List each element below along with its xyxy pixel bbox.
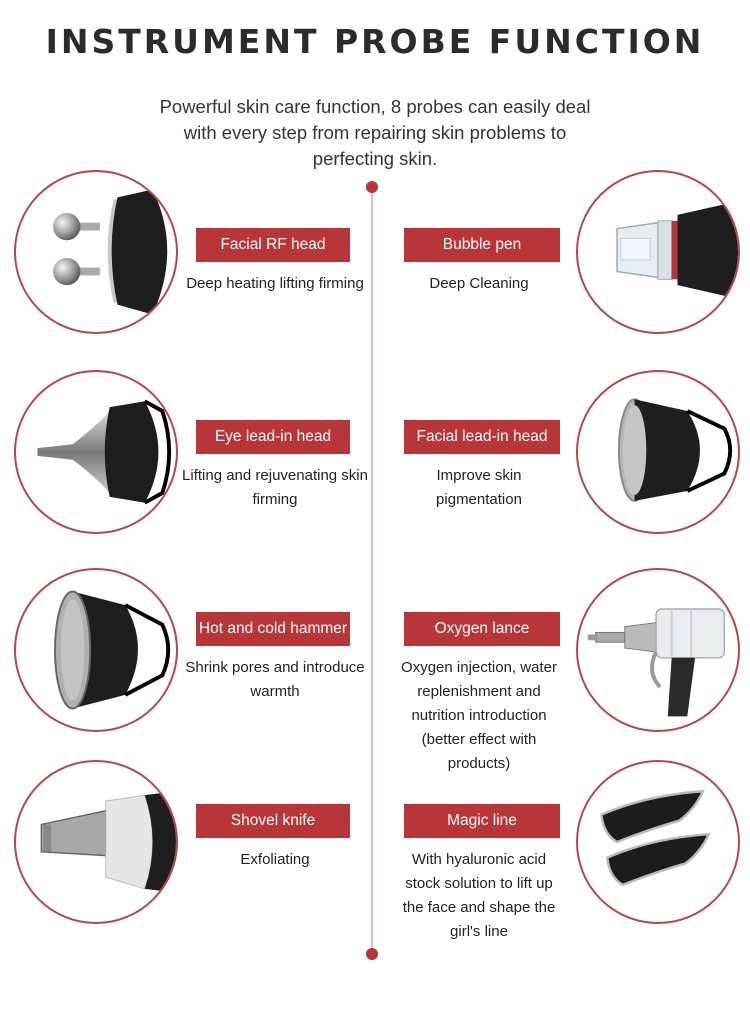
oxygen-lance-icon bbox=[576, 568, 740, 732]
probe-description: Exfoliating bbox=[240, 851, 310, 868]
magic-line-icon bbox=[576, 760, 740, 924]
rf-head-icon bbox=[14, 170, 178, 334]
shovel-knife-icon bbox=[14, 760, 178, 924]
divider-bottom-dot bbox=[366, 948, 378, 960]
probe-description: Oxygen injection, water replenishment and nutrition introduction (better effect with products) bbox=[401, 659, 557, 772]
hot-cold-hammer-icon bbox=[14, 568, 178, 732]
probe-label: Shovel knife bbox=[196, 804, 350, 838]
page-subtitle: Powerful skin care function, 8 probes can easily deal with every step from repairing skin problems to perfecting skin. bbox=[159, 96, 591, 169]
center-divider bbox=[371, 186, 373, 954]
probe-label: Facial RF head bbox=[196, 228, 350, 262]
probe-description: With hyaluronic acid stock solution to lift up the face and shape the girl's line bbox=[402, 851, 556, 940]
bubble-pen-icon bbox=[576, 170, 740, 334]
probe-label: Magic line bbox=[404, 804, 560, 838]
divider-top-dot bbox=[366, 181, 378, 193]
probe-label: Oxygen lance bbox=[404, 612, 560, 646]
probe-description: Deep Cleaning bbox=[429, 275, 529, 292]
probe-label: Facial lead-in head bbox=[404, 420, 560, 454]
probe-description: Shrink pores and introduce warmth bbox=[185, 659, 365, 700]
probe-description: Improve skin pigmentation bbox=[436, 467, 522, 508]
probe-description: Deep heating lifting firming bbox=[186, 275, 364, 292]
probe-label: Hot and cold hammer bbox=[196, 612, 350, 646]
eye-lead-in-head-icon bbox=[14, 370, 178, 534]
probe-label: Eye lead-in head bbox=[196, 420, 350, 454]
probe-description: Lifting and rejuvenating skin firming bbox=[182, 467, 368, 508]
page-title: INSTRUMENT PROBE FUNCTION bbox=[45, 22, 705, 61]
probe-label: Bubble pen bbox=[404, 228, 560, 262]
facial-lead-in-head-icon bbox=[576, 370, 740, 534]
